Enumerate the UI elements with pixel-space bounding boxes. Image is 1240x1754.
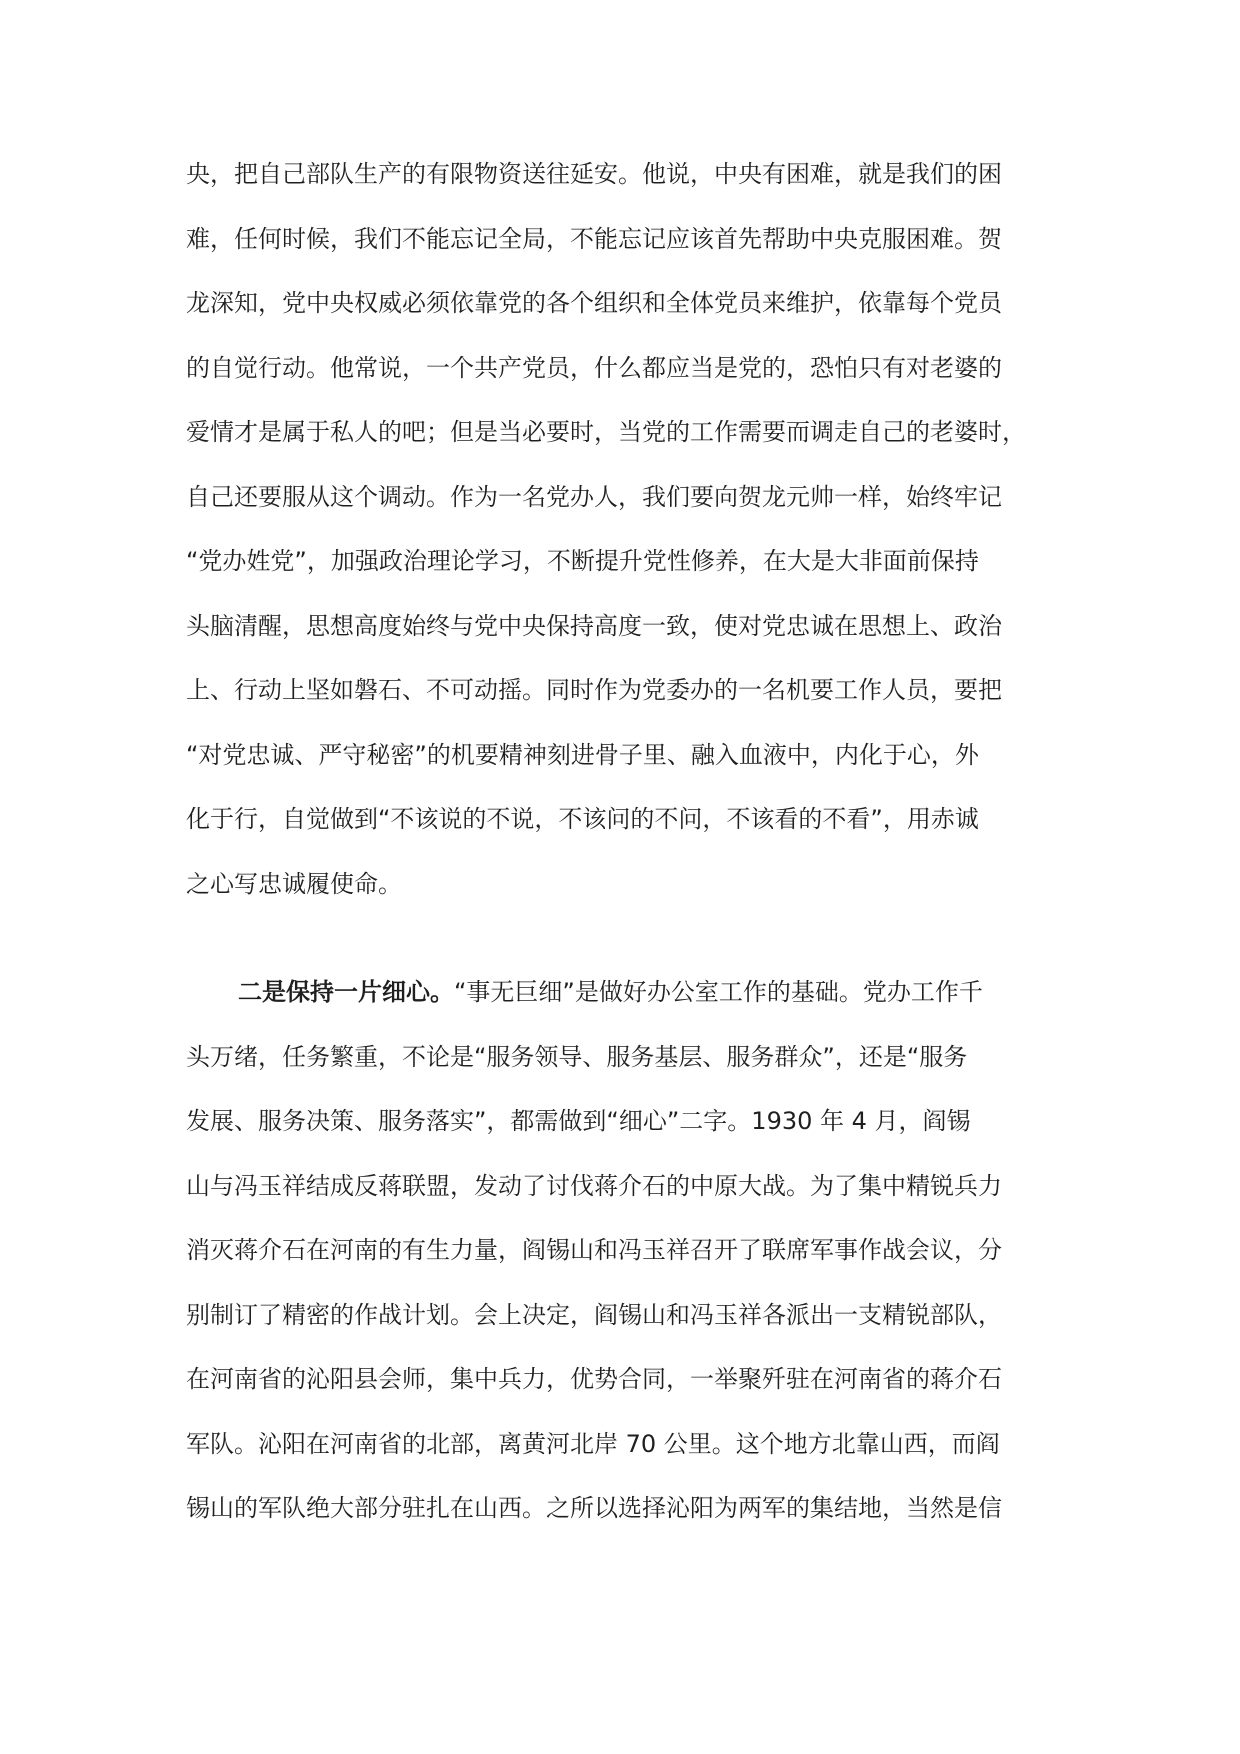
paragraph-line: 头脑清醒，思想高度始终与党中央保持高度一致，使对党忠诚在思想上、政治 (186, 611, 1002, 640)
paragraph-line: 难，任何时候，我们不能忘记全局，不能忘记应该首先帮助中央克服困难。贺 (186, 224, 1002, 253)
paragraph-line: 央，把自己部队生产的有限物资送往延安。他说，中央有困难，就是我们的困 (186, 160, 1002, 188)
paragraph-line: 爱情才是属于私人的吧；但是当必要时，当党的工作需要而调走自己的老婆时， (186, 418, 1026, 446)
paragraph-line: 头万绪，任务繁重，不论是“服务领导、服务基层、服务群众”，还是“服务 (186, 1042, 968, 1071)
paragraph-line: 之心写忠诚履使命。 (186, 869, 402, 898)
paragraph-line: “对党忠诚、严守秘密”的机要精神刻进骨子里、融入血液中，内化于心，外 (186, 740, 979, 769)
paragraph-2 (186, 960, 1066, 1541)
paragraph-line: 在河南省的沁阳县会师，集中兵力，优势合同，一举聚歼驻在河南省的蒋介石 (186, 1365, 1002, 1393)
paragraph-line-rest: “事无巨细”是做好办公室工作的基础。党办工作千 (454, 978, 983, 1006)
paragraph-1 (186, 142, 1066, 916)
paragraph-line: 的自觉行动。他常说，一个共产党员，什么都应当是党的，恐怕只有对老婆的 (186, 353, 1002, 382)
paragraph-line: 龙深知，党中央权威必须依靠党的各个组织和全体党员来维护，依靠每个党员 (186, 289, 1002, 317)
paragraph-line: 锡山的军队绝大部分驻扎在山西。之所以选择沁阳为两军的集结地，当然是信 (186, 1494, 1002, 1522)
paragraph-line: 化于行，自觉做到“不该说的不说，不该问的不问，不该看的不看”，用赤诚 (186, 805, 979, 833)
paragraph-line: 别制订了精密的作战计划。会上决定，阎锡山和冯玉祥各派出一支精锐部队， (186, 1300, 1002, 1329)
paragraph-line: 发展、服务决策、服务落实”，都需做到“细心”二字。1930 年 4 月，阎锡 (186, 1107, 971, 1135)
paragraph-line: 自己还要服从这个调动。作为一名党办人，我们要向贺龙元帅一样，始终牢记 (186, 482, 1002, 511)
paragraph-line: “党办姓党”，加强政治理论学习，不断提升党性修养，在大是大非面前保持 (186, 547, 979, 575)
paragraph-line: 山与冯玉祥结成反蒋联盟，发动了讨伐蒋介石的中原大战。为了集中精锐兵力 (186, 1171, 1002, 1200)
paragraph-first-line (186, 960, 1066, 1025)
paragraph-line: 消灭蒋介石在河南的有生力量，阎锡山和冯玉祥召开了联席军事作战会议，分 (186, 1236, 1002, 1264)
section-lead-heading: 二是保持一片细心。 (238, 978, 454, 1006)
paragraph-line: 上、行动上坚如磐石、不可动摇。同时作为党委办的一名机要工作人员，要把 (186, 676, 1002, 704)
paragraph-line: 军队。沁阳在河南省的北部，离黄河北岸 70 公里。这个地方北靠山西，而阎 (186, 1429, 1000, 1458)
